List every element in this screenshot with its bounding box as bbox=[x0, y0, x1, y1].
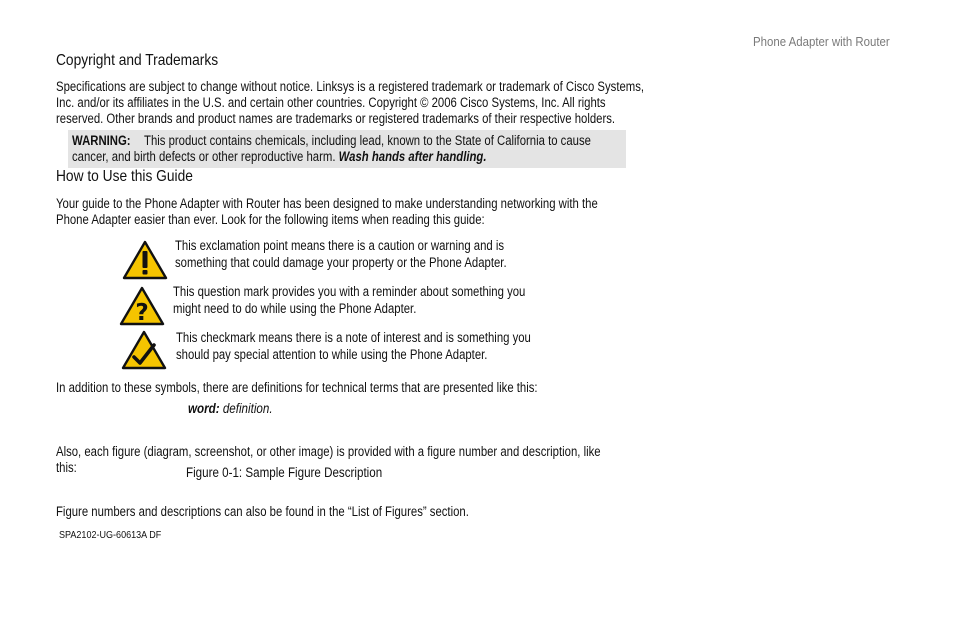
definition-term: word: bbox=[188, 401, 220, 416]
question-description-line: This question mark provides you with a reminder about something you bbox=[173, 284, 526, 299]
definition-example bbox=[188, 401, 286, 416]
warning-emphasis: Wash hands after handling. bbox=[338, 149, 487, 164]
warning-text-1: This product contains chemicals, including lead, known to the State of California to cause bbox=[144, 133, 591, 148]
copyright-line: Specifications are subject to change without notice. Linksys is a registered trademark or trademark of Cisco Systems, bbox=[56, 79, 645, 94]
question-description-line: might need to do while using the Phone Adapter. bbox=[173, 301, 417, 316]
figure-intro-line: this: bbox=[56, 460, 77, 475]
running-header bbox=[753, 34, 908, 49]
question-icon bbox=[119, 286, 165, 326]
checkmark-description-line: should pay special attention to while using the Phone Adapter. bbox=[176, 347, 488, 362]
figures-note: Figure numbers and descriptions can also be found in the “List of Figures” section. bbox=[56, 504, 469, 519]
document-code: SPA2102-UG-60613A DF bbox=[59, 529, 162, 541]
definitions-intro: In addition to these symbols, there are definitions for technical terms that are presented like this: bbox=[56, 380, 538, 395]
exclamation-icon bbox=[122, 240, 168, 280]
guide-heading: How to Use this Guide bbox=[56, 168, 193, 185]
figure-intro-line: Also, each figure (diagram, screenshot, or other image) is provided with a figure number and description, like bbox=[56, 444, 601, 459]
warning-line-2 bbox=[72, 149, 565, 165]
svg-text:?: ? bbox=[135, 300, 149, 326]
guide-intro-line: Your guide to the Phone Adapter with Router has been designed to make understanding networking with the bbox=[56, 196, 598, 211]
warning-text-2: cancer, and birth defects or other reproductive harm. bbox=[72, 149, 336, 164]
checkmark-icon bbox=[121, 330, 167, 370]
exclamation-description-line: something that could damage your property or the Phone Adapter. bbox=[175, 255, 507, 270]
warning-label: WARNING: bbox=[72, 133, 131, 148]
copyright-line: reserved. Other brands and product names are trademarks or registered trademarks of their respective holders. bbox=[56, 111, 616, 126]
checkmark-description-line: This checkmark means there is a note of interest and is something you bbox=[176, 330, 531, 345]
copyright-line: Inc. and/or its affiliates in the U.S. and certain other countries. Copyright © 2006 Cisco Systems, Inc. All rights bbox=[56, 95, 606, 110]
exclamation-description-line: This exclamation point means there is a caution or warning and is bbox=[175, 238, 505, 253]
running-title: Phone Adapter with Router bbox=[753, 34, 890, 49]
definition-text: definition. bbox=[222, 401, 273, 416]
warning-line-1 bbox=[72, 133, 690, 149]
guide-intro-line: Phone Adapter easier than ever. Look for the following items when reading this guide: bbox=[56, 212, 485, 227]
copyright-heading: Copyright and Trademarks bbox=[56, 52, 219, 69]
figure-caption-example: Figure 0-1: Sample Figure Description bbox=[186, 465, 383, 480]
